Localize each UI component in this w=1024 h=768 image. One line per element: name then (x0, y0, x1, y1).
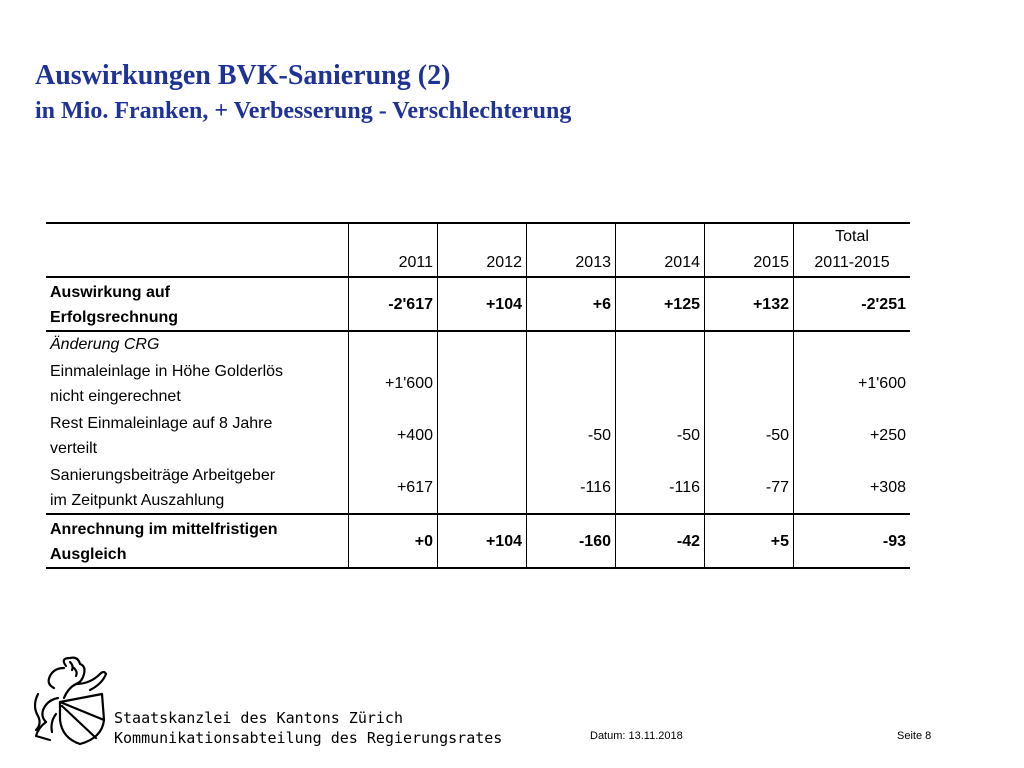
table-cell (705, 357, 794, 409)
table-cell: +104 (438, 514, 527, 568)
row-label (46, 461, 349, 514)
table-cell (349, 331, 438, 357)
table-cell (438, 331, 527, 357)
table-cell-total: +1'600 (794, 357, 911, 409)
table-cell: +617 (349, 461, 438, 514)
row-label (46, 514, 349, 568)
footer-page-number: Seite 8 (897, 730, 932, 742)
row-label (46, 277, 349, 331)
column-header: 2011 (349, 223, 438, 277)
table-cell: +132 (705, 277, 794, 331)
header-corner (46, 223, 349, 277)
table-cell: +125 (616, 277, 705, 331)
table-cell: +6 (527, 277, 616, 331)
table-cell: +0 (349, 514, 438, 568)
table-cell-total (794, 331, 911, 357)
row-label (46, 357, 349, 409)
footer-org-line2: Kommunikationsabteilung des Regierungsrates (114, 729, 503, 747)
row-label-line2: nicht eingerechnet (50, 388, 181, 405)
table-row (46, 331, 910, 357)
table-row (46, 409, 910, 461)
table-cell-total: +308 (794, 461, 911, 514)
row-label-line2: verteilt (50, 440, 98, 457)
column-header: 2012 (438, 223, 527, 277)
table-cell-total: -93 (794, 514, 911, 568)
table-cell: -116 (616, 461, 705, 514)
table-row (46, 357, 910, 409)
row-label-line2: Ausgleich (50, 546, 127, 563)
table-cell (438, 409, 527, 461)
table-cell (616, 357, 705, 409)
table-cell-total: +250 (794, 409, 911, 461)
table-cell: -50 (705, 409, 794, 461)
row-label-line1: Sanierungsbeiträge Arbeitgeber (50, 467, 276, 484)
results-table (46, 222, 910, 569)
table-row (46, 461, 910, 514)
row-label: Änderung CRG (50, 336, 160, 353)
footer-org-line1: Staatskanzlei des Kantons Zürich (114, 709, 403, 727)
page-title: Auswirkungen BVK-Sanierung (2) (35, 60, 451, 91)
table-cell (438, 461, 527, 514)
column-header: 2013 (527, 223, 616, 277)
column-header: 2015 (705, 223, 794, 277)
table-cell: -116 (527, 461, 616, 514)
table-cell: -50 (616, 409, 705, 461)
table-row (46, 514, 910, 568)
table-cell-total: -2'251 (794, 277, 911, 331)
row-label-line2: im Zeitpunkt Auszahlung (50, 492, 225, 509)
footer-organization (114, 708, 502, 748)
row-label-line1: Rest Einmaleinlage auf 8 Jahre (50, 415, 273, 432)
table-cell (705, 331, 794, 357)
page-subtitle: in Mio. Franken, + Verbesserung - Verschlechterung (35, 98, 572, 124)
row-label-line2: Erfolgsrechnung (50, 309, 179, 326)
table-cell (438, 357, 527, 409)
row-label-line1: Auswirkung auf (50, 284, 171, 301)
table-cell: -2'617 (349, 277, 438, 331)
table-cell: -42 (616, 514, 705, 568)
total-header-line2: 2011-2015 (814, 254, 890, 271)
table-cell (527, 357, 616, 409)
table-cell: -77 (705, 461, 794, 514)
table-row (46, 277, 910, 331)
total-column-header (794, 223, 911, 277)
row-label-line1: Einmaleinlage in Höhe Golderlös (50, 363, 284, 380)
table-cell: +104 (438, 277, 527, 331)
table-cell: +1'600 (349, 357, 438, 409)
table-cell: -50 (527, 409, 616, 461)
column-header: 2014 (616, 223, 705, 277)
table-header-row (46, 223, 910, 277)
total-header-line1: Total (835, 228, 869, 245)
table-cell (616, 331, 705, 357)
row-label (46, 409, 349, 461)
table-cell (527, 331, 616, 357)
zurich-lion-crest-icon (30, 654, 110, 746)
row-label-line1: Anrechnung im mittelfristigen (50, 521, 278, 538)
table-cell: +400 (349, 409, 438, 461)
footer-date: Datum: 13.11.2018 (590, 730, 683, 742)
table-cell: -160 (527, 514, 616, 568)
table-cell: +5 (705, 514, 794, 568)
